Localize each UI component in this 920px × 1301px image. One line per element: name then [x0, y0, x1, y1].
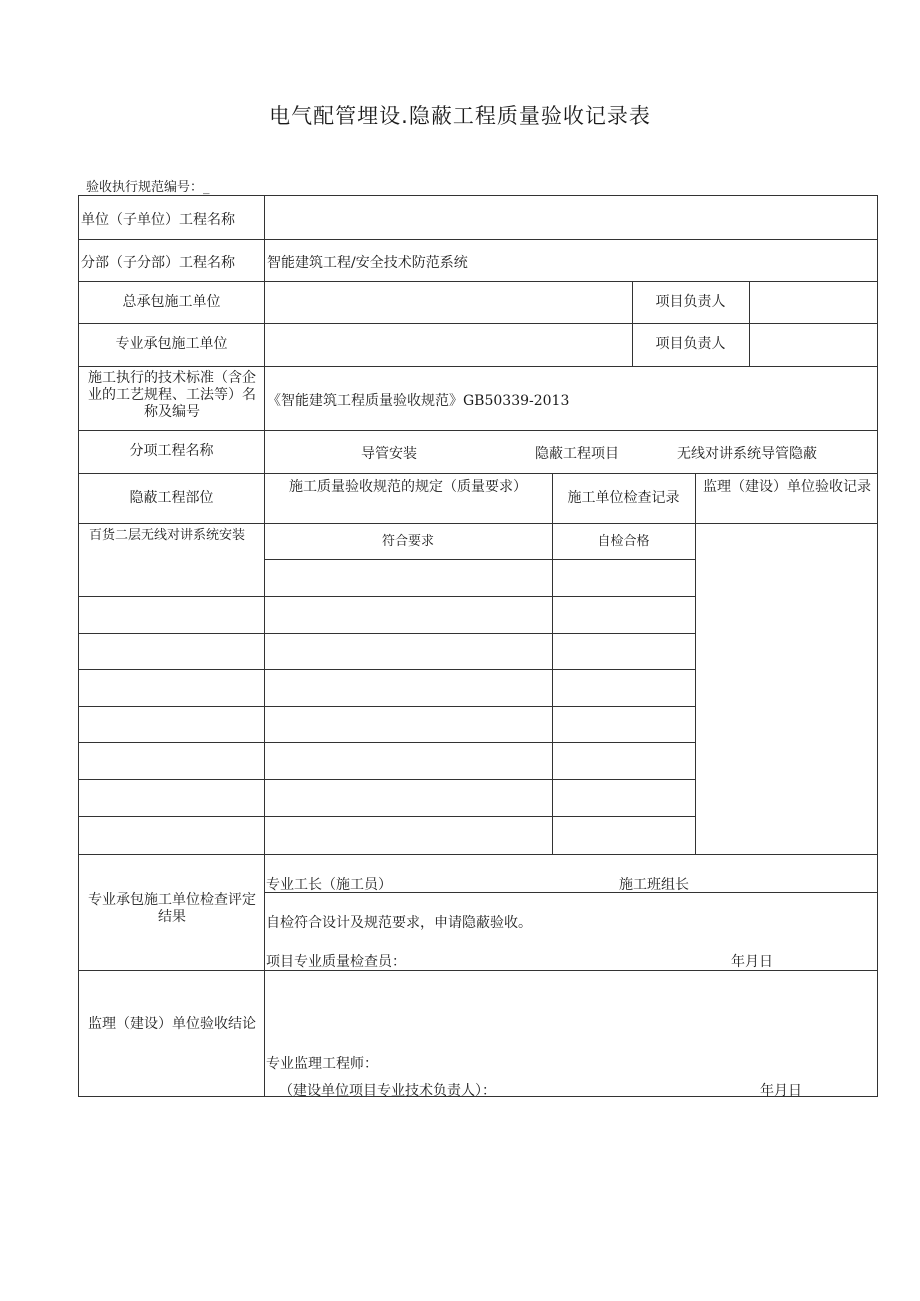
grid-line	[79, 366, 877, 367]
grid-line	[79, 596, 695, 597]
special-contractor-label: 专业承包施工单位	[115, 336, 228, 352]
project-manager-label: 项目负责人	[655, 294, 726, 310]
general-contractor-label: 总承包施工单位	[122, 294, 221, 310]
standard-value: 《智能建筑工程质量验收规范》GB50339-2013	[267, 393, 570, 409]
foreman-label: 专业工长（施工员）	[266, 877, 392, 893]
hidden-item-value: 无线对讲系统导管隐蔽	[677, 446, 817, 462]
location-value: 百货二层无线对讲系统安装	[89, 528, 246, 543]
team-leader-label: 施工班组长	[619, 877, 689, 893]
spec-header: 施工质量验收规范的规定（质量要求）	[289, 479, 527, 495]
item-name-value: 导管安装	[361, 446, 417, 462]
grid-line	[264, 196, 265, 1096]
grid-line	[79, 239, 877, 240]
project-manager-label: 项目负责人	[655, 336, 726, 352]
standard-label: 施工执行的技术标准（含企业的工艺规程、工法等）名称及编号	[88, 370, 256, 420]
grid-line	[264, 559, 695, 560]
check-header: 施工单位检查记录	[567, 490, 680, 506]
item-name-label: 分项工程名称	[129, 443, 214, 459]
unit-project-label: 单位（子单位）工程名称	[81, 212, 235, 228]
grid-line	[552, 473, 553, 854]
location-header: 隐蔽工程部位	[129, 490, 214, 506]
sub-project-label: 分部（子分部）工程名称	[81, 255, 235, 271]
grid-line	[79, 854, 877, 855]
contractor-result-label: 专业承包施工单位检查评定结果	[88, 892, 256, 925]
grid-line	[79, 669, 695, 670]
check-value: 自检合格	[597, 534, 650, 549]
supervision-header: 监理（建设）单位验收记录	[703, 479, 871, 495]
sub-project-value: 智能建筑工程/安全技术防范系统	[267, 255, 468, 271]
grid-line	[79, 779, 695, 780]
requirement-value: 符合要求	[381, 534, 434, 549]
supervision-conclusion-label: 监理（建设）单位验收结论	[88, 1016, 256, 1032]
inspector-label: 项目专业质量检查员：	[266, 954, 406, 970]
owner-rep-label: （建设单位项目专业技术负责人）：	[279, 1083, 496, 1099]
grid-line	[79, 323, 877, 324]
contractor-date: 年月日	[731, 954, 773, 970]
grid-line	[79, 706, 695, 707]
grid-line	[79, 473, 877, 474]
grid-line	[79, 742, 695, 743]
grid-line	[79, 633, 695, 634]
grid-line	[79, 430, 877, 431]
spec-code-label: 验收执行规范编号：_	[86, 180, 210, 195]
grid-line	[79, 281, 877, 282]
grid-line	[749, 281, 750, 366]
grid-line	[695, 473, 696, 854]
page-title: 电气配管埋设.隐蔽工程质量验收记录表	[269, 104, 651, 128]
contractor-conclusion: 自检符合设计及规范要求，申请隐蔽验收。	[266, 915, 532, 931]
supervision-date: 年月日	[760, 1083, 802, 1099]
hidden-item-label: 隐蔽工程项目	[535, 446, 619, 462]
grid-line	[79, 816, 695, 817]
inspection-form	[78, 195, 878, 1097]
supervision-engineer-label: 专业监理工程师：	[266, 1056, 378, 1072]
